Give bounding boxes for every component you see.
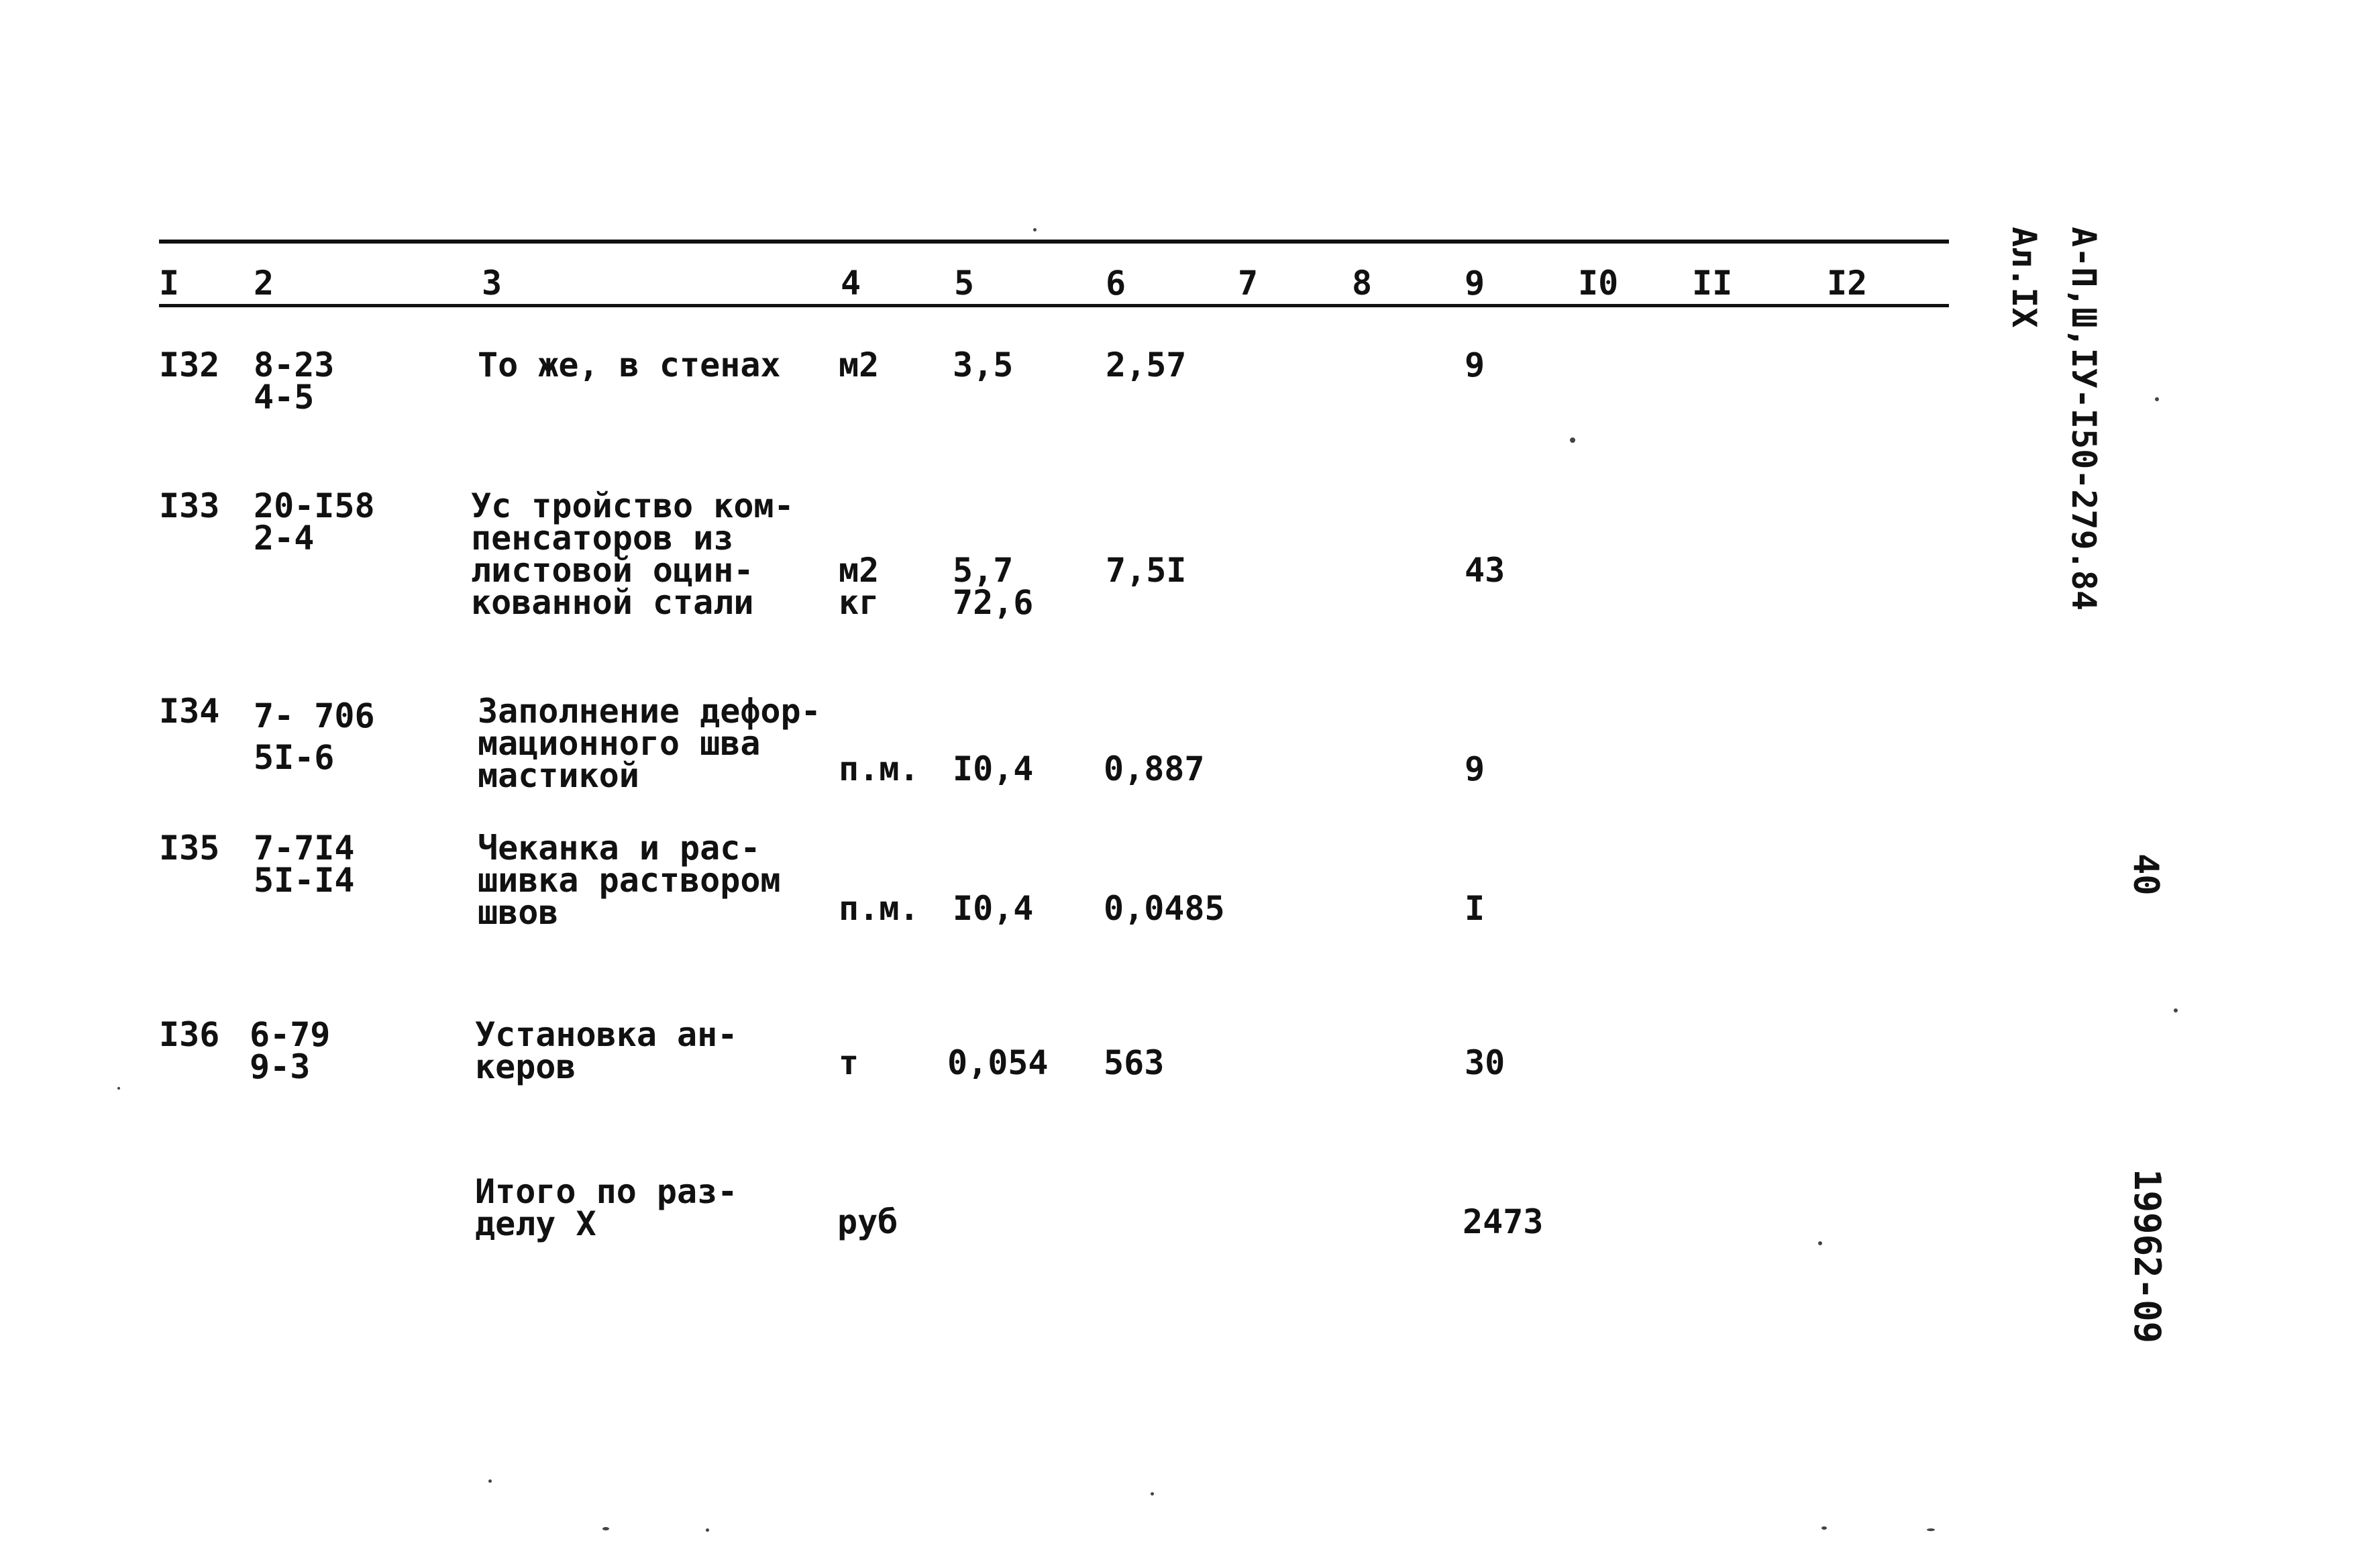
column-header-2: 2 bbox=[254, 264, 274, 303]
scan-speck bbox=[1818, 1241, 1822, 1245]
column-header-11: II bbox=[1692, 264, 1733, 303]
row-code: 8-23 4-5 bbox=[254, 346, 335, 417]
row-unit: п.м. bbox=[839, 889, 920, 928]
summary-total: 2473 bbox=[1463, 1202, 1544, 1241]
document-code: А-П,Ш,IУ-I50-279.84 bbox=[2064, 227, 2103, 611]
row-quantity: 0,054 bbox=[947, 1043, 1049, 1082]
row-total: I bbox=[1465, 889, 1485, 928]
summary-label: Итого по раз- делу X bbox=[475, 1172, 738, 1243]
scan-speck bbox=[1570, 437, 1575, 443]
row-total: 43 bbox=[1465, 551, 1505, 590]
page-number: 40 bbox=[2125, 853, 2166, 896]
scan-speck bbox=[1927, 1528, 1935, 1531]
scan-speck bbox=[1033, 228, 1037, 231]
row-quantity: I0,4 bbox=[953, 749, 1034, 788]
row-code: 6-79 9-3 bbox=[250, 1015, 331, 1086]
row-unit: п.м. bbox=[839, 749, 920, 788]
scan-speck bbox=[2174, 1008, 2178, 1012]
row-name: Ус тройство ком- пенсаторов из листовой оцин- кованной стали bbox=[471, 486, 794, 622]
inventory-number: 19962-09 bbox=[2126, 1169, 2168, 1344]
row-name: То же, в стенах bbox=[478, 346, 781, 384]
column-header-10: I0 bbox=[1578, 264, 1619, 303]
row-code: 7-7I4 5I-I4 bbox=[254, 829, 355, 900]
row-name: Заполнение дефор- мационного шва мастикой bbox=[478, 692, 821, 795]
row-unit: т bbox=[839, 1043, 859, 1082]
row-number: I32 bbox=[159, 346, 220, 384]
scan-speck bbox=[117, 1087, 120, 1090]
row-unit: м2 кг bbox=[839, 551, 880, 622]
row-code: 20-I58 2-4 bbox=[254, 486, 375, 558]
row-number: I33 bbox=[159, 486, 220, 525]
scan-speck bbox=[602, 1527, 609, 1530]
column-header-6: 6 bbox=[1106, 264, 1126, 303]
album-number: Ал.IX bbox=[2005, 227, 2044, 328]
scan-speck bbox=[2155, 397, 2159, 401]
row-quantity: 3,5 bbox=[953, 346, 1014, 384]
row-total: 30 bbox=[1465, 1043, 1505, 1082]
row-price: 0,887 bbox=[1104, 749, 1205, 788]
column-header-3: 3 bbox=[482, 264, 503, 303]
row-price: 7,5I bbox=[1106, 551, 1187, 590]
row-number: I36 bbox=[159, 1015, 220, 1054]
row-unit: м2 bbox=[839, 346, 880, 384]
column-header-1: I bbox=[159, 264, 180, 303]
column-header-12: I2 bbox=[1827, 264, 1868, 303]
row-price: 2,57 bbox=[1106, 346, 1187, 384]
row-number: I34 bbox=[159, 692, 220, 731]
header-bottom-rule bbox=[159, 304, 1949, 307]
scan-speck bbox=[1821, 1526, 1827, 1530]
table-top-rule bbox=[159, 240, 1949, 244]
row-name: Чеканка и рас- шивка раствором швов bbox=[478, 829, 781, 932]
row-total: 9 bbox=[1465, 346, 1485, 384]
column-header-5: 5 bbox=[954, 264, 975, 303]
column-header-7: 7 bbox=[1238, 264, 1259, 303]
summary-unit: руб bbox=[837, 1202, 898, 1241]
scan-speck bbox=[706, 1528, 709, 1532]
column-header-4: 4 bbox=[841, 264, 861, 303]
column-header-9: 9 bbox=[1465, 264, 1485, 303]
row-price: 563 bbox=[1104, 1043, 1165, 1082]
row-quantity: 5,7 72,6 bbox=[953, 551, 1034, 622]
column-header-8: 8 bbox=[1352, 264, 1373, 303]
row-name: Установка ан- керов bbox=[475, 1015, 738, 1086]
row-quantity: I0,4 bbox=[953, 889, 1034, 928]
row-total: 9 bbox=[1465, 749, 1485, 788]
row-code: 7- 706 5I-6 bbox=[254, 696, 375, 777]
row-number: I35 bbox=[159, 829, 220, 868]
scan-speck bbox=[1151, 1492, 1154, 1496]
row-price: 0,0485 bbox=[1104, 889, 1225, 928]
scan-speck bbox=[488, 1479, 492, 1483]
